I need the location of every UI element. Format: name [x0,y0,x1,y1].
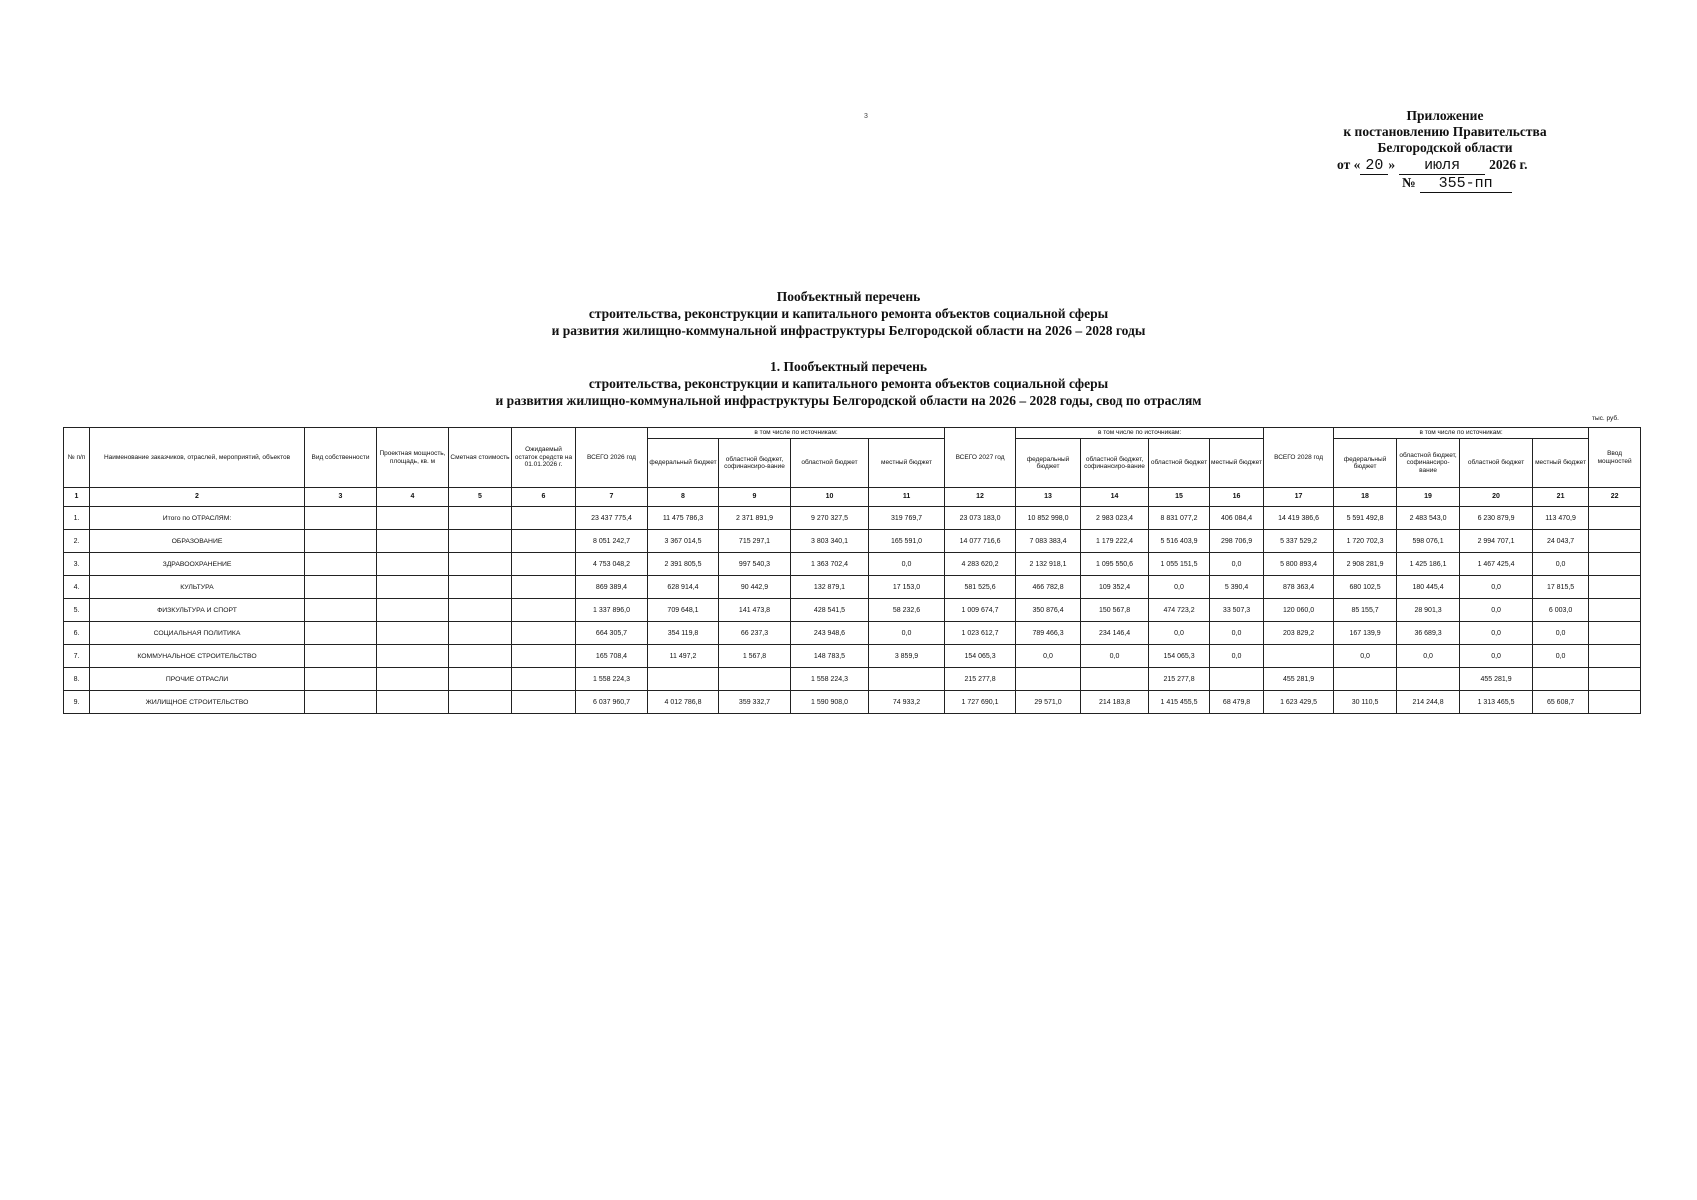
cell-col-20: 1 313 465,5 [1460,691,1533,714]
empty-cell [1589,622,1641,645]
column-number: 12 [945,488,1016,507]
cell-col-19: 2 483 543,0 [1397,507,1460,530]
empty-cell [449,622,512,645]
row-number: 2. [64,530,90,553]
empty-cell [377,599,449,622]
col-capacity: Проектная мощность, площадь, кв. м [377,428,449,488]
col-local-2028: местный бюджет [1533,439,1589,488]
empty-cell [305,645,377,668]
row-number: 6. [64,622,90,645]
cell-col-20: 0,0 [1460,576,1533,599]
empty-cell [377,530,449,553]
col-estimate: Сметная стоимость [449,428,512,488]
col-sources-2026: в том числе по источникам: [648,428,945,439]
row-number: 3. [64,553,90,576]
empty-cell [305,530,377,553]
cell-col-14: 234 146,4 [1081,622,1149,645]
cell-col-9: 90 442,9 [719,576,791,599]
cell-col-10: 1 363 702,4 [791,553,869,576]
cell-col-21: 65 608,7 [1533,691,1589,714]
col-total-2028: ВСЕГО 2028 год [1264,428,1334,488]
row-number: 1. [64,507,90,530]
cell-col-13: 7 083 383,4 [1016,530,1081,553]
cell-col-13: 350 876,4 [1016,599,1081,622]
cell-col-19: 28 901,3 [1397,599,1460,622]
empty-cell [449,691,512,714]
cell-col-21: 6 003,0 [1533,599,1589,622]
cell-col-8: 354 119,8 [648,622,719,645]
cell-col-16: 0,0 [1210,645,1264,668]
appendix-line-1: к постановлению Правительства [1343,124,1547,139]
cell-col-21: 0,0 [1533,645,1589,668]
cell-col-11: 0,0 [869,622,945,645]
column-number: 22 [1589,488,1641,507]
cell-col-18: 1 720 702,3 [1334,530,1397,553]
column-number-row [64,488,1641,507]
empty-cell [512,553,576,576]
cell-col-21: 113 470,9 [1533,507,1589,530]
empty-cell [512,599,576,622]
column-number: 2 [90,488,305,507]
cell-col-9: 1 567,8 [719,645,791,668]
empty-cell [377,691,449,714]
table-row [64,599,1641,622]
cell-col-8 [648,668,719,691]
cell-col-14: 1 095 550,6 [1081,553,1149,576]
col-sources-2027: в том числе по источникам: [1016,428,1264,439]
cell-col-10: 428 541,5 [791,599,869,622]
cell-col-11: 165 591,0 [869,530,945,553]
cell-col-9 [719,668,791,691]
empty-cell [377,645,449,668]
empty-cell [305,622,377,645]
cell-col-16: 5 390,4 [1210,576,1264,599]
document-title [0,288,1697,339]
table-row [64,668,1641,691]
cell-col-19: 598 076,1 [1397,530,1460,553]
table-row [64,507,1641,530]
cell-col-17: 5 800 893,4 [1264,553,1334,576]
cell-col-9: 359 332,7 [719,691,791,714]
cell-col-17: 120 060,0 [1264,599,1334,622]
cell-col-19: 214 244,8 [1397,691,1460,714]
row-number: 5. [64,599,90,622]
cell-col-18 [1334,668,1397,691]
column-number: 21 [1533,488,1589,507]
cell-col-16: 68 479,8 [1210,691,1264,714]
col-regional-cofin-2026: областной бюджет, софинансиро-вание [719,439,791,488]
row-number: 7. [64,645,90,668]
cell-col-17: 14 419 386,6 [1264,507,1334,530]
row-name: ОБРАЗОВАНИЕ [90,530,305,553]
row-name: ЗДРАВООХРАНЕНИЕ [90,553,305,576]
empty-cell [512,668,576,691]
cell-col-15: 154 065,3 [1149,645,1210,668]
column-number: 9 [719,488,791,507]
cell-col-13 [1016,668,1081,691]
cell-col-7: 1 558 224,3 [576,668,648,691]
column-number: 5 [449,488,512,507]
cell-col-12: 581 525,6 [945,576,1016,599]
cell-col-12: 1 009 674,7 [945,599,1016,622]
empty-cell [377,668,449,691]
cell-col-17: 878 363,4 [1264,576,1334,599]
empty-cell [449,668,512,691]
number-prefix: № [1402,175,1416,190]
section-title-line-3: и развития жилищно-коммунальной инфраструктуры Белгородской области на 2026 – 2028 годы, свод по отраслям [495,393,1202,408]
column-number: 16 [1210,488,1264,507]
cell-col-10: 132 879,1 [791,576,869,599]
cell-col-8: 2 391 805,5 [648,553,719,576]
empty-cell [1589,530,1641,553]
col-regional-2027: областной бюджет [1149,439,1210,488]
cell-col-12: 23 073 183,0 [945,507,1016,530]
column-number: 8 [648,488,719,507]
col-name: Наименование заказчиков, отраслей, мероприятий, объектов [90,428,305,488]
row-name: ФИЗКУЛЬТУРА И СПОРТ [90,599,305,622]
column-number: 11 [869,488,945,507]
cell-col-21: 24 043,7 [1533,530,1589,553]
col-ownership: Вид собственности [305,428,377,488]
cell-col-15: 0,0 [1149,622,1210,645]
column-number: 15 [1149,488,1210,507]
col-federal-2028: федеральный бюджет [1334,439,1397,488]
empty-cell [449,553,512,576]
cell-col-7: 165 708,4 [576,645,648,668]
appendix-block [1325,108,1565,193]
empty-cell [1589,668,1641,691]
empty-cell [512,622,576,645]
cell-col-7: 664 305,7 [576,622,648,645]
cell-col-11: 17 153,0 [869,576,945,599]
cell-col-17 [1264,645,1334,668]
cell-col-10: 9 270 327,5 [791,507,869,530]
col-local-2026: местный бюджет [869,439,945,488]
cell-col-13: 789 466,3 [1016,622,1081,645]
empty-cell [377,622,449,645]
cell-col-20: 0,0 [1460,645,1533,668]
cell-col-18: 85 155,7 [1334,599,1397,622]
title-line-3: и развития жилищно-коммунальной инфраструктуры Белгородской области на 2026 – 2028 годы [551,323,1146,338]
empty-cell [512,576,576,599]
cell-col-18: 30 110,5 [1334,691,1397,714]
empty-cell [449,599,512,622]
cell-col-13: 466 782,8 [1016,576,1081,599]
cell-col-14: 109 352,4 [1081,576,1149,599]
cell-col-9: 66 237,3 [719,622,791,645]
cell-col-10: 1 590 908,0 [791,691,869,714]
cell-col-10: 148 783,5 [791,645,869,668]
cell-col-20: 0,0 [1460,599,1533,622]
empty-cell [1589,576,1641,599]
column-number: 20 [1460,488,1533,507]
cell-col-12: 215 277,8 [945,668,1016,691]
cell-col-20: 0,0 [1460,622,1533,645]
cell-col-16 [1210,668,1264,691]
cell-col-13: 0,0 [1016,645,1081,668]
cell-col-18: 5 591 492,8 [1334,507,1397,530]
empty-cell [1589,599,1641,622]
table-body [64,507,1641,714]
cell-col-17: 1 623 429,5 [1264,691,1334,714]
cell-col-18: 680 102,5 [1334,576,1397,599]
cell-col-17: 5 337 529,2 [1264,530,1334,553]
cell-col-16: 0,0 [1210,622,1264,645]
cell-col-13: 10 852 998,0 [1016,507,1081,530]
cell-col-12: 4 283 620,2 [945,553,1016,576]
date-month: июля [1399,158,1485,175]
cell-col-7: 23 437 775,4 [576,507,648,530]
empty-cell [512,507,576,530]
section-title-line-2: строительства, реконструкции и капитального ремонта объектов социальной сферы [588,376,1109,391]
cell-col-14 [1081,668,1149,691]
cell-col-21: 0,0 [1533,622,1589,645]
cell-col-21 [1533,668,1589,691]
table-row [64,645,1641,668]
col-total-2026: ВСЕГО 2026 год [576,428,648,488]
column-number: 1 [64,488,90,507]
column-number: 13 [1016,488,1081,507]
cell-col-20: 1 467 425,4 [1460,553,1533,576]
cell-col-20: 455 281,9 [1460,668,1533,691]
appendix-line-2: Белгородской области [1377,140,1513,155]
col-sources-2028: в том числе по источникам: [1334,428,1589,439]
col-remainder: Ожидаемый остаток средств на 01.01.2026 г. [512,428,576,488]
empty-cell [512,645,576,668]
cell-col-12: 14 077 716,6 [945,530,1016,553]
cell-col-8: 3 367 014,5 [648,530,719,553]
empty-cell [305,668,377,691]
cell-col-13: 29 571,0 [1016,691,1081,714]
empty-cell [449,576,512,599]
cell-col-10: 3 803 340,1 [791,530,869,553]
cell-col-19: 1 425 186,1 [1397,553,1460,576]
header-row-1 [64,428,1641,439]
cell-col-10: 1 558 224,3 [791,668,869,691]
col-total-2027: ВСЕГО 2027 год [945,428,1016,488]
cell-col-7: 4 753 048,2 [576,553,648,576]
cell-col-12: 1 023 612,7 [945,622,1016,645]
empty-cell [512,530,576,553]
col-local-2027: местный бюджет [1210,439,1264,488]
section-title [0,358,1697,409]
column-number: 3 [305,488,377,507]
cell-col-16: 33 507,3 [1210,599,1264,622]
empty-cell [305,553,377,576]
empty-cell [305,691,377,714]
col-capacity-input: Ввод мощностей [1589,428,1641,488]
appendix-date [1325,157,1565,175]
col-regional-2028: областной бюджет [1460,439,1533,488]
col-regional-cofin-2027: областной бюджет, софинансиро-вание [1081,439,1149,488]
row-name: Итого по ОТРАСЛЯМ: [90,507,305,530]
cell-col-9: 141 473,8 [719,599,791,622]
cell-col-20: 2 994 707,1 [1460,530,1533,553]
cell-col-9: 997 540,3 [719,553,791,576]
date-prefix: от « [1337,157,1361,172]
appendix-title: Приложение [1406,108,1484,123]
table-row [64,576,1641,599]
cell-col-8: 709 648,1 [648,599,719,622]
column-number: 6 [512,488,576,507]
document-number: 355-пп [1420,176,1512,193]
column-number: 4 [377,488,449,507]
cell-col-18: 167 139,9 [1334,622,1397,645]
col-regional-2026: областной бюджет [791,439,869,488]
cell-col-15: 8 831 077,2 [1149,507,1210,530]
column-number: 17 [1264,488,1334,507]
cell-col-21: 0,0 [1533,553,1589,576]
column-number: 14 [1081,488,1149,507]
row-name: КУЛЬТУРА [90,576,305,599]
cell-col-12: 154 065,3 [945,645,1016,668]
cell-col-7: 1 337 896,0 [576,599,648,622]
summary-table [63,427,1641,714]
date-mid: » [1388,157,1396,172]
empty-cell [1589,691,1641,714]
cell-col-19: 0,0 [1397,645,1460,668]
cell-col-11 [869,668,945,691]
empty-cell [1589,553,1641,576]
section-title-line-1: 1. Пообъектный перечень [769,359,928,374]
row-number: 9. [64,691,90,714]
units-label: тыс. руб. [1592,415,1619,422]
empty-cell [377,553,449,576]
cell-col-7: 6 037 960,7 [576,691,648,714]
cell-col-8: 11 475 786,3 [648,507,719,530]
table-row [64,622,1641,645]
column-number: 18 [1334,488,1397,507]
cell-col-8: 4 012 786,8 [648,691,719,714]
empty-cell [377,576,449,599]
cell-col-10: 243 948,6 [791,622,869,645]
col-regional-cofin-2028: областной бюджет, софинансиро-вание [1397,439,1460,488]
cell-col-14: 1 179 222,4 [1081,530,1149,553]
empty-cell [512,691,576,714]
title-line-1: Пообъектный перечень [776,289,921,304]
row-name: СОЦИАЛЬНАЯ ПОЛИТИКА [90,622,305,645]
column-number: 19 [1397,488,1460,507]
cell-col-9: 2 371 891,9 [719,507,791,530]
cell-col-15: 474 723,2 [1149,599,1210,622]
col-num: № п/п [64,428,90,488]
cell-col-20: 6 230 879,9 [1460,507,1533,530]
cell-col-7: 869 389,4 [576,576,648,599]
table-row [64,553,1641,576]
empty-cell [1589,507,1641,530]
empty-cell [305,507,377,530]
cell-col-16: 406 084,4 [1210,507,1264,530]
cell-col-15: 215 277,8 [1149,668,1210,691]
col-federal-2026: федеральный бюджет [648,439,719,488]
cell-col-14: 150 567,8 [1081,599,1149,622]
table-row [64,691,1641,714]
empty-cell [1589,645,1641,668]
row-name: ЖИЛИЩНОЕ СТРОИТЕЛЬСТВО [90,691,305,714]
cell-col-8: 628 914,4 [648,576,719,599]
title-line-2: строительства, реконструкции и капитального ремонта объектов социальной сферы [588,306,1109,321]
cell-col-17: 203 829,2 [1264,622,1334,645]
cell-col-11: 58 232,6 [869,599,945,622]
cell-col-15: 1 415 455,5 [1149,691,1210,714]
cell-col-14: 214 183,8 [1081,691,1149,714]
empty-cell [449,645,512,668]
cell-col-16: 298 706,9 [1210,530,1264,553]
cell-col-19: 180 445,4 [1397,576,1460,599]
row-name: ПРОЧИЕ ОТРАСЛИ [90,668,305,691]
cell-col-15: 5 516 403,9 [1149,530,1210,553]
cell-col-18: 0,0 [1334,645,1397,668]
cell-col-19 [1397,668,1460,691]
cell-col-14: 2 983 023,4 [1081,507,1149,530]
row-name: КОММУНАЛЬНОЕ СТРОИТЕЛЬСТВО [90,645,305,668]
cell-col-11: 0,0 [869,553,945,576]
cell-col-11: 319 769,7 [869,507,945,530]
column-number: 10 [791,488,869,507]
cell-col-8: 11 497,2 [648,645,719,668]
cell-col-15: 0,0 [1149,576,1210,599]
cell-col-15: 1 055 151,5 [1149,553,1210,576]
row-number: 4. [64,576,90,599]
cell-col-19: 36 689,3 [1397,622,1460,645]
empty-cell [449,507,512,530]
cell-col-18: 2 908 281,9 [1334,553,1397,576]
empty-cell [305,576,377,599]
cell-col-12: 1 727 690,1 [945,691,1016,714]
empty-cell [377,507,449,530]
cell-col-16: 0,0 [1210,553,1264,576]
cell-col-17: 455 281,9 [1264,668,1334,691]
cell-col-11: 3 859,9 [869,645,945,668]
date-day: 20 [1360,158,1388,175]
column-number: 7 [576,488,648,507]
cell-col-7: 8 051 242,7 [576,530,648,553]
cell-col-13: 2 132 918,1 [1016,553,1081,576]
col-federal-2027: федеральный бюджет [1016,439,1081,488]
appendix-number [1325,175,1565,193]
row-number: 8. [64,668,90,691]
date-year: 2026 г. [1489,157,1528,172]
page-number: 3 [864,113,868,120]
cell-col-9: 715 297,1 [719,530,791,553]
table-row [64,530,1641,553]
cell-col-14: 0,0 [1081,645,1149,668]
cell-col-21: 17 815,5 [1533,576,1589,599]
empty-cell [449,530,512,553]
empty-cell [305,599,377,622]
cell-col-11: 74 933,2 [869,691,945,714]
